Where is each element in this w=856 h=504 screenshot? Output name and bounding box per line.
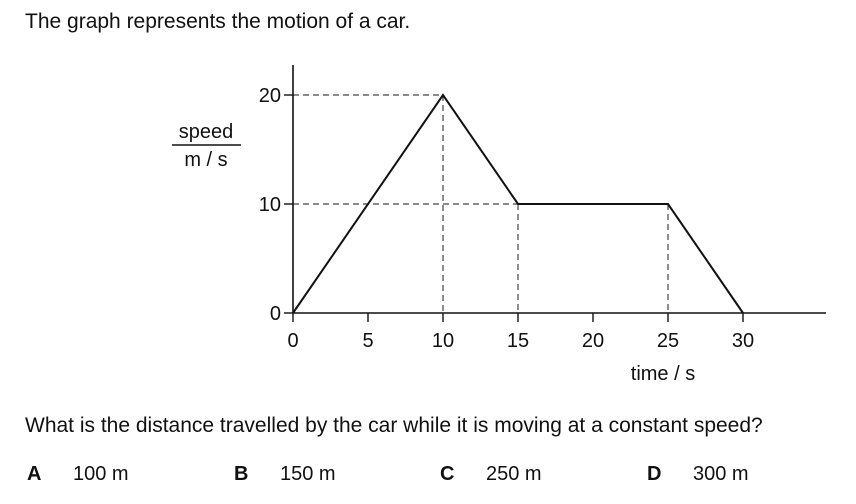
option-d-value: 300 m	[693, 463, 749, 485]
x-axis-label: time / s	[630, 363, 696, 385]
option-b-letter: B	[234, 463, 249, 485]
option-a[interactable]	[27, 463, 129, 486]
series	[293, 95, 743, 313]
y-tick-label-10: 10	[258, 194, 281, 216]
option-c-value: 250 m	[486, 463, 542, 485]
option-d[interactable]	[647, 463, 749, 486]
question-text: What is the distance travelled by the car while it is moving at a constant speed?	[25, 414, 763, 437]
x-tick-label-5: 5	[362, 330, 374, 352]
x-tick-label-30: 30	[731, 330, 755, 352]
x-tick-label-10: 10	[431, 330, 455, 352]
intro-text: The graph represents the motion of a car.	[25, 10, 411, 33]
option-a-letter: A	[27, 463, 42, 485]
ticks	[259, 85, 754, 352]
option-b[interactable]	[234, 463, 336, 486]
option-b-value: 150 m	[280, 463, 336, 485]
x-tick-label-15: 15	[506, 330, 530, 352]
y-axis-label-top: speed	[178, 121, 234, 143]
axes	[293, 65, 826, 313]
x-tick-label-20: 20	[581, 330, 605, 352]
y-axis-label-bottom: m / s	[184, 149, 228, 171]
option-c[interactable]	[440, 463, 542, 486]
y-tick-label-20: 20	[258, 85, 281, 107]
option-a-value: 100 m	[73, 463, 129, 485]
x-tick-label-25: 25	[656, 330, 680, 352]
y-tick-label-0: 0	[269, 303, 281, 325]
x-tick-label-0: 0	[287, 330, 299, 352]
option-c-letter: C	[440, 463, 455, 485]
option-d-letter: D	[647, 463, 662, 485]
